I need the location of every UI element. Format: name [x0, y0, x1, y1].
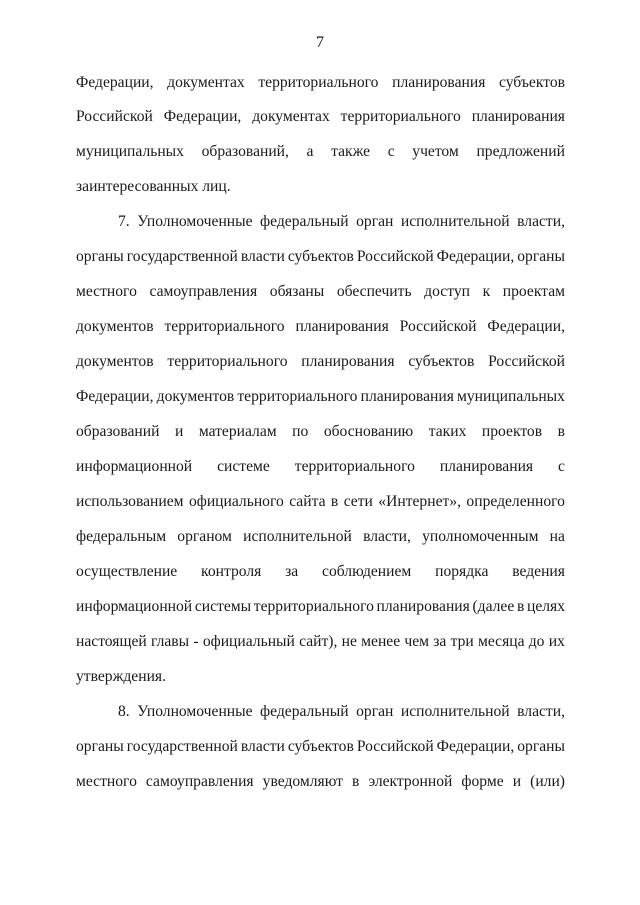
word: планирования	[439, 458, 534, 475]
text-line	[76, 772, 565, 792]
word: предложений	[476, 143, 565, 160]
word: (или)	[530, 773, 565, 790]
word: органы	[76, 738, 124, 755]
word: также	[331, 143, 371, 160]
word: уведомляют	[262, 773, 343, 790]
word: Федерации,	[163, 108, 242, 125]
word: за	[433, 633, 447, 650]
word: субъектов	[408, 353, 475, 370]
word: субъектов	[287, 248, 354, 265]
word: системы	[194, 598, 252, 615]
text-line: заинтересованных лиц.	[76, 178, 231, 195]
text-line	[76, 527, 565, 547]
word: в	[352, 773, 360, 790]
word: органы	[517, 248, 565, 265]
word: образований,	[201, 143, 289, 160]
word: орган	[356, 213, 394, 230]
word: (далее	[472, 598, 515, 615]
word: использованием	[76, 493, 184, 510]
word: осуществление	[76, 563, 178, 580]
word: системе	[217, 458, 270, 475]
word: не	[341, 633, 357, 650]
word: самоуправления	[145, 773, 254, 790]
word: территориального	[253, 598, 374, 615]
word: целях	[526, 598, 565, 615]
word: Федерации,	[76, 74, 154, 91]
word: определенного	[466, 493, 565, 510]
word: документах	[167, 74, 245, 91]
word: с	[387, 143, 395, 160]
word: за	[285, 563, 299, 580]
word: Федерации,	[76, 388, 154, 405]
text-line	[76, 457, 565, 477]
word: Уполномоченные	[137, 213, 253, 230]
text-line	[76, 247, 565, 267]
word: муниципальных	[76, 143, 184, 160]
text-line	[76, 597, 565, 617]
word: контроля	[201, 563, 262, 580]
word: официальный	[202, 633, 295, 650]
word: порядка	[435, 563, 489, 580]
word: с	[558, 458, 565, 475]
word: в	[330, 493, 339, 510]
text-line	[118, 702, 565, 722]
word: Уполномоченные	[137, 703, 253, 720]
word: образований	[76, 423, 160, 440]
word: государственной	[126, 738, 238, 755]
word: субъектов	[287, 738, 354, 755]
text-line: утверждения.	[76, 668, 166, 685]
word: проектов	[481, 423, 543, 440]
word: планирования	[295, 318, 389, 335]
word: настоящей	[76, 633, 147, 650]
word: Российской	[488, 353, 565, 370]
word: Российской	[356, 248, 434, 265]
word: Федерации,	[436, 248, 515, 265]
word: соблюдением	[322, 563, 412, 580]
text-line	[76, 562, 565, 582]
word: территориального	[167, 353, 288, 370]
word: до	[528, 633, 545, 650]
word: Российской	[76, 108, 153, 125]
word: сайта	[289, 493, 326, 510]
word: по	[292, 423, 309, 440]
word: 8.	[118, 703, 130, 720]
word: территориального	[237, 388, 358, 405]
word: власти,	[517, 703, 565, 720]
word: чем	[404, 633, 430, 650]
word: Российской	[399, 318, 477, 335]
word: официального	[188, 493, 284, 510]
word: к	[482, 283, 491, 300]
word: власти	[240, 248, 285, 265]
word: исполнительной	[243, 528, 352, 545]
word: документов	[76, 353, 154, 370]
word: в	[516, 598, 525, 615]
text-line	[76, 387, 565, 407]
word: федеральный	[260, 703, 349, 720]
text-line	[76, 352, 565, 372]
word: орган	[356, 703, 394, 720]
text-line	[76, 492, 565, 512]
word: муниципальных	[456, 388, 565, 405]
word: Федерации,	[487, 318, 565, 335]
word: «Интернет»,	[378, 493, 462, 510]
word: информационной	[76, 458, 193, 475]
word: Федерации,	[436, 738, 515, 755]
word: органы	[76, 248, 124, 265]
text-line	[76, 107, 565, 127]
word: доступ	[424, 283, 470, 300]
word: документов	[76, 318, 154, 335]
word: исполнительной	[400, 213, 510, 230]
word: и	[512, 773, 522, 790]
word: и	[174, 423, 184, 440]
word: а	[306, 143, 314, 160]
word: -	[193, 633, 199, 650]
word: на	[549, 528, 565, 545]
word: электронной	[368, 773, 453, 790]
word: таких	[428, 423, 467, 440]
word: сайт),	[299, 633, 338, 650]
word: месяца	[477, 633, 525, 650]
word: планирования	[360, 388, 454, 405]
word: информационной	[76, 598, 193, 615]
word: три	[450, 633, 474, 650]
word: территориального	[340, 108, 461, 125]
word: уполномоченным	[422, 528, 539, 545]
word: документах	[252, 108, 330, 125]
word: сети	[343, 493, 373, 510]
word: планирования	[471, 108, 565, 125]
word: 7.	[118, 213, 130, 230]
word: Российской	[356, 738, 434, 755]
page-number: 7	[316, 34, 324, 51]
text-line	[118, 212, 565, 232]
word: планирования	[392, 74, 486, 91]
word: планирования	[301, 353, 395, 370]
word: территориального	[294, 458, 415, 475]
word: исполнительной	[400, 703, 510, 720]
word: государственной	[126, 248, 238, 265]
text-line	[76, 282, 565, 302]
word: местного	[76, 773, 137, 790]
word: материалам	[198, 423, 277, 440]
word: менее	[361, 633, 401, 650]
word: местного	[76, 283, 137, 300]
text-line	[76, 317, 565, 337]
word: федеральным	[76, 528, 167, 545]
text-line	[76, 142, 565, 162]
text-line	[76, 73, 565, 93]
word: власти	[240, 738, 285, 755]
word: проектам	[502, 283, 565, 300]
word: планирования	[376, 598, 470, 615]
word: обеспечить	[336, 283, 412, 300]
word: власти,	[517, 213, 565, 230]
word: органом	[177, 528, 232, 545]
word: территориального	[258, 74, 379, 91]
word: обоснованию	[323, 423, 414, 440]
word: обязаны	[269, 283, 325, 300]
word: федеральный	[260, 213, 349, 230]
word: документов	[156, 388, 235, 405]
word: главы	[150, 633, 190, 650]
word: их	[548, 633, 565, 650]
word: самоуправления	[149, 283, 258, 300]
word: в	[557, 423, 565, 440]
word: власти,	[363, 528, 411, 545]
word: органы	[517, 738, 565, 755]
word: форме	[461, 773, 504, 790]
word: субъектов	[499, 74, 565, 91]
text-line	[76, 632, 565, 652]
text-line	[76, 737, 565, 757]
word: учетом	[412, 143, 459, 160]
word: территориального	[164, 318, 285, 335]
text-line	[76, 422, 565, 442]
word: ведения	[512, 563, 565, 580]
